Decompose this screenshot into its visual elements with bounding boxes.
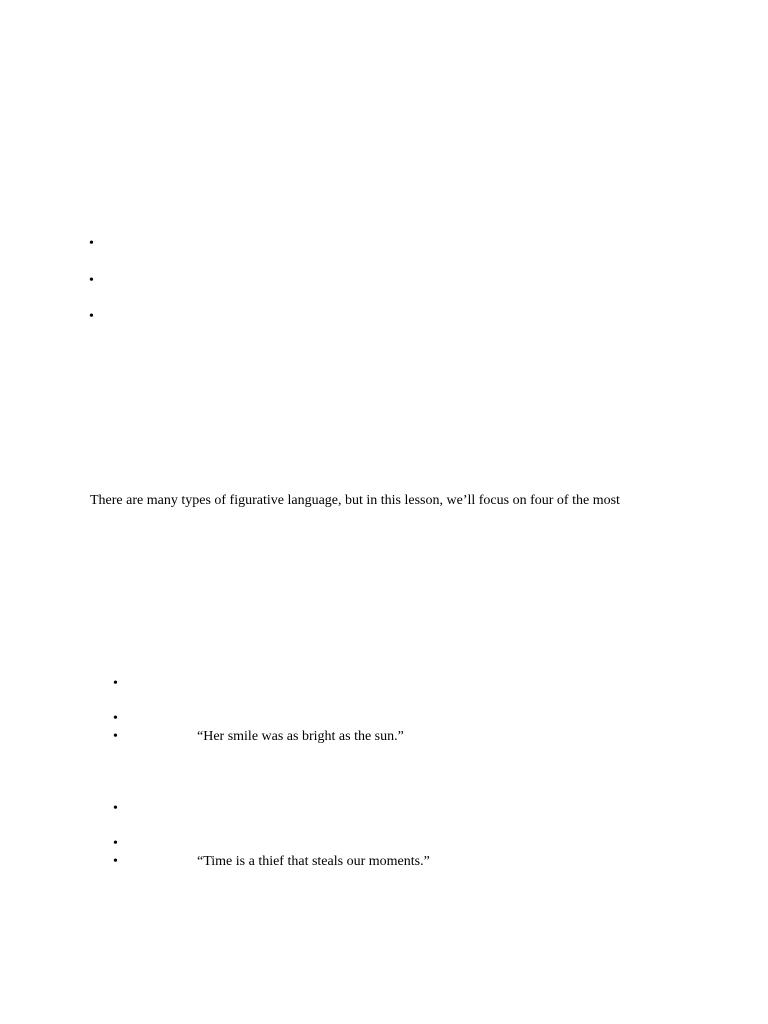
list-bullet: • <box>113 801 118 816</box>
list-bullet: • <box>89 273 94 288</box>
list-bullet: • <box>89 236 94 251</box>
list-bullet: • <box>113 711 118 726</box>
list-bullet: • <box>113 729 118 744</box>
metaphor-example-text: “Time is a thief that steals our moments.” <box>197 854 430 869</box>
list-bullet: • <box>113 836 118 851</box>
intro-paragraph: There are many types of figurative language, but in this lesson, we’ll focus on four of the most <box>90 493 620 508</box>
list-bullet: • <box>89 309 94 324</box>
list-bullet: • <box>113 854 118 869</box>
list-bullet: • <box>113 676 118 691</box>
simile-example-text: “Her smile was as bright as the sun.” <box>197 729 404 744</box>
